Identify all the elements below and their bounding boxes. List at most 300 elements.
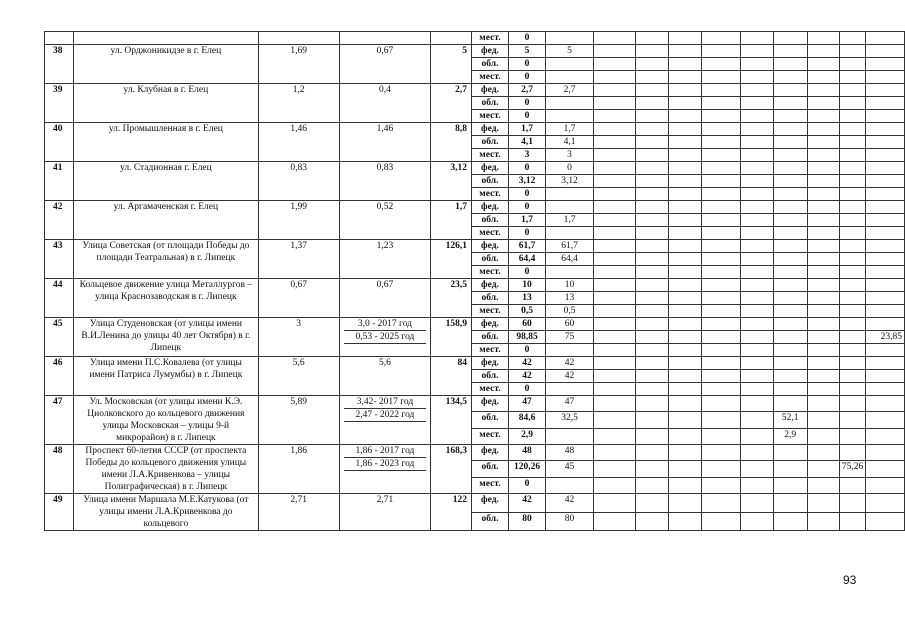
year-amount-cell bbox=[741, 331, 774, 344]
road-length bbox=[258, 32, 339, 45]
year-amount-cell bbox=[741, 110, 774, 123]
year-amount-cell bbox=[741, 71, 774, 84]
year-amount-cell bbox=[741, 123, 774, 136]
year-amount-cell bbox=[635, 428, 669, 444]
year-amount-cell bbox=[840, 494, 866, 513]
year-amount-cell bbox=[669, 292, 702, 305]
year-amount: 13 bbox=[546, 292, 594, 305]
road-length: 0,67 bbox=[258, 279, 339, 318]
table-row bbox=[45, 123, 905, 136]
table-row bbox=[45, 32, 905, 45]
length-line: 0,53 - 2025 год bbox=[344, 331, 426, 344]
table-row bbox=[45, 45, 905, 58]
year-amount-cell bbox=[702, 292, 741, 305]
year-amount-cell bbox=[702, 396, 741, 412]
year-amount-cell bbox=[635, 110, 669, 123]
year-amount-cell bbox=[702, 445, 741, 461]
year-amount-cell bbox=[807, 123, 840, 136]
year-amount-cell bbox=[807, 110, 840, 123]
row-number: 43 bbox=[45, 240, 74, 279]
year-amount-cell bbox=[807, 396, 840, 412]
year-amount-cell bbox=[635, 253, 669, 266]
length-repair: 1,46 bbox=[339, 123, 430, 162]
year-amount-cell bbox=[741, 305, 774, 318]
year-amount-cell bbox=[807, 445, 840, 461]
road-name: Кольцевое движение улица Металлургов – улица Краснозаводская в г. Липецк bbox=[74, 279, 258, 318]
year-amount-cell bbox=[593, 253, 635, 266]
year-amount-cell bbox=[773, 227, 807, 240]
year-amount-cell bbox=[741, 58, 774, 71]
row-number: 44 bbox=[45, 279, 74, 318]
year-amount-cell bbox=[702, 149, 741, 162]
year-amount-cell bbox=[865, 253, 904, 266]
year-amount-cell bbox=[669, 240, 702, 253]
budget-level: фед. bbox=[472, 84, 509, 97]
year-amount-cell bbox=[840, 188, 866, 201]
level-amount: 2,9 bbox=[508, 428, 545, 444]
year-amount-cell bbox=[593, 175, 635, 188]
budget-level: обл. bbox=[472, 214, 509, 227]
year-amount-cell bbox=[807, 240, 840, 253]
year-amount-cell bbox=[593, 32, 635, 45]
year-amount-cell bbox=[865, 136, 904, 149]
year-amount-cell bbox=[773, 305, 807, 318]
year-amount-cell bbox=[669, 110, 702, 123]
year-amount-cell bbox=[593, 318, 635, 331]
year-amount-cell bbox=[635, 292, 669, 305]
year-amount-cell bbox=[593, 494, 635, 513]
year-amount-cell bbox=[741, 201, 774, 214]
year-amount-cell bbox=[741, 428, 774, 444]
budget-level: мест. bbox=[472, 149, 509, 162]
year-amount-cell bbox=[669, 279, 702, 292]
year-amount-cell bbox=[593, 292, 635, 305]
year-amount-cell bbox=[840, 58, 866, 71]
total-amount bbox=[431, 32, 472, 45]
year-amount-cell bbox=[702, 175, 741, 188]
year-amount-cell bbox=[635, 318, 669, 331]
year-amount-cell bbox=[702, 253, 741, 266]
year-amount-cell bbox=[702, 383, 741, 396]
year-amount-cell bbox=[807, 331, 840, 344]
row-number: 47 bbox=[45, 396, 74, 445]
year-amount-cell bbox=[807, 84, 840, 97]
table-row bbox=[45, 279, 905, 292]
level-amount: 0 bbox=[508, 162, 545, 175]
year-amount-cell bbox=[741, 318, 774, 331]
year-amount-cell bbox=[635, 445, 669, 461]
year-amount-cell bbox=[741, 461, 774, 477]
year-amount-cell bbox=[741, 292, 774, 305]
year-amount: 48 bbox=[546, 445, 594, 461]
year-amount-cell bbox=[807, 266, 840, 279]
year-amount-cell bbox=[865, 412, 904, 428]
year-amount-cell bbox=[593, 266, 635, 279]
year-amount-cell bbox=[865, 477, 904, 493]
year-amount-cell bbox=[840, 428, 866, 444]
year-amount-cell bbox=[702, 412, 741, 428]
total-amount: 158,9 bbox=[431, 318, 472, 357]
budget-level: мест. bbox=[472, 305, 509, 318]
year-amount-cell bbox=[702, 318, 741, 331]
level-amount: 1,7 bbox=[508, 214, 545, 227]
year-amount-cell bbox=[741, 227, 774, 240]
level-amount: 0 bbox=[508, 110, 545, 123]
year-amount-cell bbox=[741, 266, 774, 279]
level-amount: 120,26 bbox=[508, 461, 545, 477]
year-amount-cell bbox=[669, 45, 702, 58]
year-amount-cell bbox=[635, 357, 669, 370]
year-amount bbox=[546, 477, 594, 493]
year-amount-cell bbox=[865, 512, 904, 531]
year-amount bbox=[546, 344, 594, 357]
year-amount-cell bbox=[865, 227, 904, 240]
year-amount-cell bbox=[773, 266, 807, 279]
year-amount-cell bbox=[807, 370, 840, 383]
year-amount-cell bbox=[773, 240, 807, 253]
year-amount-cell bbox=[807, 279, 840, 292]
budget-level: фед. bbox=[472, 357, 509, 370]
year-amount-cell bbox=[773, 97, 807, 110]
length-line: 2,47 - 2022 год bbox=[344, 409, 426, 422]
year-amount-cell bbox=[635, 331, 669, 344]
year-amount-cell bbox=[741, 240, 774, 253]
year-amount-cell bbox=[865, 97, 904, 110]
year-amount-cell bbox=[669, 175, 702, 188]
road-length: 5,6 bbox=[258, 357, 339, 396]
year-amount-cell bbox=[840, 84, 866, 97]
year-amount-cell bbox=[702, 428, 741, 444]
year-amount: 42 bbox=[546, 494, 594, 513]
level-amount: 0 bbox=[508, 71, 545, 84]
year-amount-cell bbox=[840, 175, 866, 188]
year-amount-cell bbox=[593, 412, 635, 428]
year-amount-cell bbox=[807, 477, 840, 493]
year-amount-cell bbox=[741, 477, 774, 493]
level-amount: 0 bbox=[508, 227, 545, 240]
length-repair: 0,67 bbox=[339, 45, 430, 84]
year-amount: 1,7 bbox=[546, 214, 594, 227]
year-amount-cell bbox=[741, 84, 774, 97]
year-amount-cell bbox=[865, 175, 904, 188]
year-amount-cell bbox=[741, 412, 774, 428]
year-amount-cell bbox=[807, 428, 840, 444]
year-amount-cell bbox=[635, 71, 669, 84]
year-amount-cell bbox=[635, 279, 669, 292]
year-amount-cell bbox=[865, 344, 904, 357]
year-amount-cell bbox=[669, 214, 702, 227]
year-amount-cell bbox=[773, 344, 807, 357]
road-name: Улица имени П.С.Ковалева (от улицы имени Патриса Лумумбы) в г. Липецк bbox=[74, 357, 258, 396]
year-amount-cell bbox=[702, 512, 741, 531]
level-amount: 2,7 bbox=[508, 84, 545, 97]
year-amount-cell bbox=[865, 71, 904, 84]
year-amount-cell bbox=[840, 32, 866, 45]
road-name: Улица имени Маршала М.Е.Катукова (от улицы имени Л.А.Кривенкова до кольцевого bbox=[74, 494, 258, 531]
road-length: 1,2 bbox=[258, 84, 339, 123]
year-amount-cell bbox=[807, 45, 840, 58]
year-amount-cell bbox=[741, 344, 774, 357]
year-amount-cell bbox=[773, 45, 807, 58]
year-amount-cell bbox=[840, 318, 866, 331]
year-amount-cell bbox=[865, 162, 904, 175]
road-length: 1,37 bbox=[258, 240, 339, 279]
length-repair: 0,83 bbox=[339, 162, 430, 201]
year-amount-cell bbox=[669, 396, 702, 412]
year-amount: 10 bbox=[546, 279, 594, 292]
year-amount-cell bbox=[840, 45, 866, 58]
year-amount-cell bbox=[669, 71, 702, 84]
level-amount: 5 bbox=[508, 45, 545, 58]
road-name: ул. Клубная в г. Елец bbox=[74, 84, 258, 123]
budget-level: фед. bbox=[472, 396, 509, 412]
budget-level: фед. bbox=[472, 240, 509, 253]
year-amount: 3,12 bbox=[546, 175, 594, 188]
year-amount-cell bbox=[635, 188, 669, 201]
year-amount-cell bbox=[840, 162, 866, 175]
road-length: 5,89 bbox=[258, 396, 339, 445]
year-amount-cell bbox=[865, 279, 904, 292]
year-amount-cell bbox=[593, 162, 635, 175]
year-amount-cell bbox=[741, 445, 774, 461]
year-amount-cell bbox=[669, 32, 702, 45]
year-amount-cell bbox=[702, 188, 741, 201]
year-amount-cell bbox=[773, 162, 807, 175]
year-amount: 47 bbox=[546, 396, 594, 412]
total-amount: 2,7 bbox=[431, 84, 472, 123]
year-amount-cell bbox=[807, 227, 840, 240]
year-amount-cell bbox=[807, 201, 840, 214]
year-amount: 32,5 bbox=[546, 412, 594, 428]
table-row bbox=[45, 318, 905, 331]
year-amount-cell bbox=[840, 292, 866, 305]
year-amount-cell bbox=[593, 279, 635, 292]
year-amount-cell bbox=[773, 494, 807, 513]
year-amount-cell bbox=[840, 412, 866, 428]
year-amount-cell bbox=[593, 305, 635, 318]
year-amount-cell bbox=[773, 331, 807, 344]
year-amount-cell bbox=[669, 344, 702, 357]
budget-level: фед. bbox=[472, 162, 509, 175]
year-amount bbox=[546, 188, 594, 201]
year-amount-cell bbox=[741, 162, 774, 175]
level-amount: 64,4 bbox=[508, 253, 545, 266]
year-amount-cell bbox=[773, 292, 807, 305]
year-amount-cell bbox=[840, 149, 866, 162]
year-amount-cell bbox=[865, 357, 904, 370]
road-length: 2,71 bbox=[258, 494, 339, 531]
budget-level: обл. bbox=[472, 370, 509, 383]
year-amount-cell bbox=[840, 240, 866, 253]
year-amount-cell bbox=[669, 318, 702, 331]
level-amount: 48 bbox=[508, 445, 545, 461]
year-amount-cell bbox=[593, 383, 635, 396]
year-amount-cell bbox=[807, 412, 840, 428]
year-amount-cell bbox=[593, 370, 635, 383]
table-row bbox=[45, 445, 905, 461]
year-amount: 5 bbox=[546, 45, 594, 58]
year-amount-cell bbox=[635, 214, 669, 227]
year-amount-cell bbox=[840, 331, 866, 344]
year-amount-cell bbox=[865, 32, 904, 45]
year-amount-cell bbox=[840, 370, 866, 383]
year-amount: 3 bbox=[546, 149, 594, 162]
year-amount-cell bbox=[840, 266, 866, 279]
year-amount-cell bbox=[635, 162, 669, 175]
year-amount-cell bbox=[669, 58, 702, 71]
level-amount: 10 bbox=[508, 279, 545, 292]
year-amount-cell bbox=[840, 445, 866, 461]
year-amount-cell bbox=[773, 383, 807, 396]
year-amount-cell bbox=[865, 370, 904, 383]
level-amount: 98,85 bbox=[508, 331, 545, 344]
year-amount-cell: 23,85 bbox=[865, 331, 904, 344]
length-repair: 0,67 bbox=[339, 279, 430, 318]
year-amount-cell bbox=[702, 461, 741, 477]
year-amount: 0 bbox=[546, 162, 594, 175]
year-amount-cell bbox=[741, 175, 774, 188]
year-amount bbox=[546, 383, 594, 396]
year-amount-cell bbox=[669, 149, 702, 162]
year-amount-cell bbox=[773, 175, 807, 188]
year-amount-cell bbox=[807, 149, 840, 162]
total-amount: 122 bbox=[431, 494, 472, 531]
level-amount: 42 bbox=[508, 494, 545, 513]
year-amount-cell bbox=[593, 149, 635, 162]
table-row bbox=[45, 357, 905, 370]
year-amount-cell bbox=[807, 175, 840, 188]
year-amount-cell bbox=[593, 461, 635, 477]
year-amount-cell bbox=[702, 305, 741, 318]
year-amount-cell bbox=[635, 32, 669, 45]
year-amount-cell bbox=[635, 344, 669, 357]
road-name: ул. Промышленная в г. Елец bbox=[74, 123, 258, 162]
year-amount-cell bbox=[807, 461, 840, 477]
year-amount-cell bbox=[593, 123, 635, 136]
year-amount-cell bbox=[635, 494, 669, 513]
year-amount-cell bbox=[669, 84, 702, 97]
year-amount-cell bbox=[865, 396, 904, 412]
year-amount-cell bbox=[593, 396, 635, 412]
year-amount bbox=[546, 266, 594, 279]
year-amount-cell bbox=[741, 45, 774, 58]
budget-level: мест. bbox=[472, 227, 509, 240]
year-amount: 64,4 bbox=[546, 253, 594, 266]
year-amount-cell bbox=[773, 461, 807, 477]
road-length: 1,69 bbox=[258, 45, 339, 84]
budget-level: мест. bbox=[472, 110, 509, 123]
budget-level: фед. bbox=[472, 123, 509, 136]
year-amount-cell bbox=[635, 305, 669, 318]
budget-level: обл. bbox=[472, 461, 509, 477]
year-amount-cell bbox=[773, 136, 807, 149]
budget-level: мест. bbox=[472, 428, 509, 444]
budget-level: мест. bbox=[472, 383, 509, 396]
road-length: 1,86 bbox=[258, 445, 339, 494]
year-amount-cell bbox=[635, 396, 669, 412]
year-amount-cell bbox=[865, 188, 904, 201]
year-amount-cell bbox=[773, 357, 807, 370]
year-amount-cell bbox=[593, 512, 635, 531]
year-amount-cell bbox=[741, 494, 774, 513]
level-amount: 0 bbox=[508, 383, 545, 396]
year-amount-cell bbox=[741, 32, 774, 45]
year-amount-cell bbox=[741, 396, 774, 412]
year-amount-cell bbox=[702, 84, 741, 97]
level-amount: 0 bbox=[508, 266, 545, 279]
year-amount-cell bbox=[741, 279, 774, 292]
year-amount-cell bbox=[669, 162, 702, 175]
year-amount-cell bbox=[865, 201, 904, 214]
year-amount-cell bbox=[702, 331, 741, 344]
year-amount-cell bbox=[865, 45, 904, 58]
budget-table bbox=[44, 31, 905, 531]
year-amount bbox=[546, 428, 594, 444]
year-amount-cell bbox=[635, 84, 669, 97]
year-amount-cell bbox=[807, 383, 840, 396]
year-amount-cell bbox=[865, 383, 904, 396]
year-amount-cell bbox=[702, 357, 741, 370]
year-amount-cell bbox=[669, 370, 702, 383]
year-amount-cell bbox=[635, 383, 669, 396]
year-amount-cell bbox=[807, 305, 840, 318]
year-amount-cell bbox=[807, 512, 840, 531]
year-amount-cell bbox=[593, 445, 635, 461]
year-amount-cell bbox=[635, 149, 669, 162]
year-amount-cell bbox=[840, 136, 866, 149]
year-amount: 4,1 bbox=[546, 136, 594, 149]
year-amount-cell bbox=[702, 240, 741, 253]
year-amount-cell bbox=[741, 512, 774, 531]
year-amount-cell bbox=[840, 396, 866, 412]
year-amount-cell bbox=[840, 305, 866, 318]
year-amount-cell bbox=[807, 214, 840, 227]
level-amount: 60 bbox=[508, 318, 545, 331]
year-amount-cell bbox=[669, 383, 702, 396]
year-amount-cell bbox=[741, 214, 774, 227]
year-amount-cell bbox=[593, 136, 635, 149]
year-amount-cell bbox=[593, 357, 635, 370]
road-name: Проспект 60-летия СССР (от проспекта Победы до кольцевого движения улицы имени Л.А.Кривенкова – улицы Полиграфическая) в г. Липецк bbox=[74, 445, 258, 494]
year-amount-cell bbox=[635, 123, 669, 136]
length-line: 3,42- 2017 год bbox=[344, 396, 426, 409]
year-amount-cell bbox=[593, 110, 635, 123]
year-amount-cell bbox=[773, 445, 807, 461]
level-amount: 0,5 bbox=[508, 305, 545, 318]
year-amount-cell bbox=[635, 175, 669, 188]
year-amount bbox=[546, 71, 594, 84]
total-amount: 8,8 bbox=[431, 123, 472, 162]
level-amount: 47 bbox=[508, 396, 545, 412]
year-amount-cell bbox=[807, 494, 840, 513]
year-amount-cell bbox=[807, 162, 840, 175]
budget-level: обл. bbox=[472, 292, 509, 305]
year-amount-cell bbox=[702, 370, 741, 383]
road-length: 0,83 bbox=[258, 162, 339, 201]
year-amount-cell bbox=[702, 136, 741, 149]
year-amount-cell bbox=[807, 344, 840, 357]
year-amount-cell bbox=[635, 412, 669, 428]
road-name: ул. Орджоникидзе в г. Елец bbox=[74, 45, 258, 84]
year-amount-cell bbox=[669, 305, 702, 318]
budget-level: мест. bbox=[472, 32, 509, 45]
year-amount-cell bbox=[669, 428, 702, 444]
level-amount: 80 bbox=[508, 512, 545, 531]
level-amount: 0 bbox=[508, 344, 545, 357]
year-amount-cell bbox=[865, 110, 904, 123]
year-amount-cell bbox=[865, 149, 904, 162]
budget-level: фед. bbox=[472, 445, 509, 461]
